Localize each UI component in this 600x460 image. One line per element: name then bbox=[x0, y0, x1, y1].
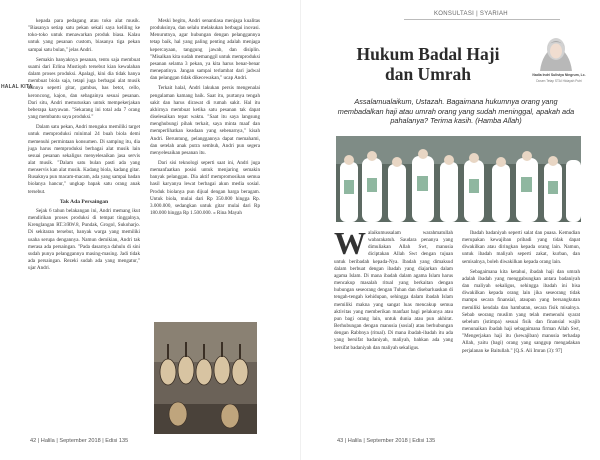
page-gutter bbox=[300, 0, 301, 460]
answer-column-1 bbox=[334, 225, 453, 355]
author-role: Dosen Tetap STAI Hidayah Putri bbox=[536, 79, 582, 83]
title-line-2: dan Umrah bbox=[384, 64, 472, 84]
paragraph: Terkait halal, Andri lakukan persis mengenalai pengalaman kamang baik. Saat itu, purtanya tengah sakit dan harus dirawat di rumah sakit. Hal itu akhirnya membuat ketika satu pesanan tak dapat diselesaikan tepat waktu. "Saat itu saya langsung menghubungi pihak terkait, saya minta maaf dan memperlihatkan keadaan yang sebenarnya," kisah Andri. Beruntung, pelanggannya dapat memahami, dan setelah anak putra sembuh, Andri pun segera menyelesaikan pesanan itu. bbox=[150, 85, 260, 156]
section-tab: HALAL KITA bbox=[1, 84, 33, 90]
article-title bbox=[338, 44, 518, 84]
paragraph: Dalam satu pekan, Andri mengaku memiliki target untuk memproduksi minimal 24 buah biola demi memenuhi permintaan konsumen. Di samping itu, dia juga harus memproduksi berbagai alat musik lain sesuai pesanan sekaligus menyelesaikan jasa servis alat musik. "Dalam satu bulan pasti ada yang menservis kan alat musik. Kadang biola, kadang gitar. Rusaknya pun macam-macam, ada yang sampai badan biolanya hancur," ungkap bapak satu orang anak tersebut. bbox=[28, 124, 140, 195]
paragraph: Dari sisi teknologi seperti saat ini, Andri juga memanfaatkan posisi untuk menjaring semakin banyak pelanggan. Dia aktif mempromosikan semua hasil karyanya lewat berbagai akun media sosial. Produk biolanya pun dijual dengan harga beragam. Untuk biola, mulai dari Rp 350.000 hingga Rp. 3.000.000, sedangkan untuk gitar mulai dari Rp 180.000 hingga Rp 1.500.000. « Rina Mayah bbox=[150, 159, 260, 217]
paragraph: Ibadah badaniyah seperti salat dan puasa. Kemudian merupakan kewajiban pribadi yang tidak dapat diwakilkan atau diringkan kepada orang lain. Namun, untuk ibadah maliyah seperti zakat, kurban, dan semisalnya, boleh diwakilkan kepada orang lain. bbox=[462, 230, 580, 265]
page-footer-right: 43 | Halila | September 2018 | Edisi 135 bbox=[337, 438, 436, 444]
pilgrims-photo bbox=[336, 136, 581, 222]
author-name: Nadia Indri Sulistya Ningrum, Lc. bbox=[532, 73, 586, 77]
paragraph bbox=[334, 225, 453, 352]
paragraph: kepada para pedagang atau toko alat musik. "Biasanya setiap satu pekan sekali saya keliling ke toko-toko untuk menawarkan produk biasa. Kalau untuk yang pesanan custom, biasanya tiga pekan sampai satu bulan," jelas Andri. bbox=[28, 18, 140, 53]
paragraph: Sejak 6 tahun belakangan ini, Andri memang ikut mendirikan proses produksi di tempat tinggalnya, Krenglangan RT.3/RW.8, Pundak, Grogol, Sukoharjo. Di sekitaran tersebut, banyak warga yang memiliki usaha serupa dengannya. Namun demikian, Andri tak merasa ada persaingan. "Pada dasarnya dahulu di sini sudah punya pelanggannya masing-masing. Jadi tidak ada persaingan. Rezeki sudah ada yang mengatur," ujar Andri. bbox=[28, 207, 140, 272]
paragraph: Sebagaimana kita ketahui, ibadah haji dan umrah adalah ibadah yang menggabungkan antara badaniyah dan maliyah sekaligus, sehingga ibadah ini bisa diwakilkan kepada orang lain jika seseorang tidak mampu secara finansial, ataupun yang bersangkutan memiliki kendala dan hambatan, secara fisik misalnya. Sebab seorang muslim yang telah memenuhi syarat sebelum (istimpa) sesuai fisik dan finansial wajib menunaikan ibadah haji sebagaimana firman Allah Swt, "Mengerjakan haji itu (kewajiban) manusia terhadap Allah, yaitu (bagi) orang yang sanggup mengadakan perjalanan ke Baitullah." [Q.S. Ali Imran (3): 97] bbox=[462, 268, 580, 354]
paragraph-text: alaikumussalam warahmatullah wabarakatuh. Saudara penanya yang dimuliakan Allah Swt, manusia diciptakan Allah Swt dengan tujuan untuk beribadah kepada-Nya. Ibadah yang dimaksud dalam berbuat dengan ibadah yang diajarkan dalam agama Islam. Di mana ibadah dalam agama Islam harus mencakup masalah ritual yang berkaitan dengan hubungan seseorang dengan Tuhan dan disebarluaskan di tengah-tengah kehidupan, sehingga dalam ibadah Islam memiliki makna yang sangat luas mencakup semua aktivitas yang memberikan manfaat bagi pelakunya atau pun bagi orang lain, untuk dunia atau pun akhirat. Berhubungan dengan manusia (sosial) atau berhubungan dengan Rabbnya (ritual). Di mana ibadah-ibadah itu ada yang bersifat badaniyah, maliyah, bahkan ada yang bersifat badaniyah dan maliyah sekaligus. bbox=[334, 230, 453, 351]
drop-cap: W bbox=[334, 225, 366, 261]
article-column-2 bbox=[150, 18, 260, 220]
author-avatar bbox=[534, 31, 578, 71]
answer-column-2 bbox=[462, 230, 580, 358]
rubric-divider bbox=[404, 19, 560, 20]
page-footer-left: 42 | Halila | September 2018 | Edisi 135 bbox=[30, 438, 129, 444]
reader-question: Assalamualaikum, Ustazah. Bagaimana hukumnya orang yang membadalkan haji atau umrah orang yang sudah meninggal, apakah ada pahalanya? Terima kasih. (Hamba Allah) bbox=[337, 97, 575, 126]
rubric-label: KONSULTASI | SYARIAH bbox=[434, 11, 508, 17]
subheading: Tak Ada Persaingan bbox=[59, 198, 109, 205]
paragraph: Semakin banyaknya pesanan, tentu saja membuat suami dari Erlina Mustiqoh tersebut kian kewalahan dalam proses produksi. Apalagi, kini dia tidak hanya membuat biola saja, tetapi juga berbagai alat musik lainnya seperti gitar, gambus, bas betot, cello, keroncong, kajon, dan sebagainya sesuai pesanan. Dari situ, Andri memutuskan untuk mempekerjakan beberapa karyawan. "Sekarang ini total ada 7 orang yang membantu saya produksi." bbox=[28, 56, 140, 121]
article-column-1 bbox=[28, 18, 140, 275]
title-line-1: Hukum Badal Haji bbox=[356, 44, 500, 64]
paragraph: Meski begitu, Andri senantiasa menjaga kualitas produksinya, dan selalu melakukan berbagai inovasi. Menurutnya, agar hubungan dengan pelanggannya tetap baik, hal yang paling penting adalah menjaga kepercayaan, tanggung jawab, dan disiplin. "Misalkan kita sudah memanggil untuk memproduksi pesanan selama 3 pekan, ya kita harus benar-benar menepatinya. Jangan sampai terlambat dari jadwal dan pelanggan tidak dikecewakan," ucap Andri. bbox=[150, 18, 260, 82]
violin-workshop-photo bbox=[154, 322, 257, 434]
